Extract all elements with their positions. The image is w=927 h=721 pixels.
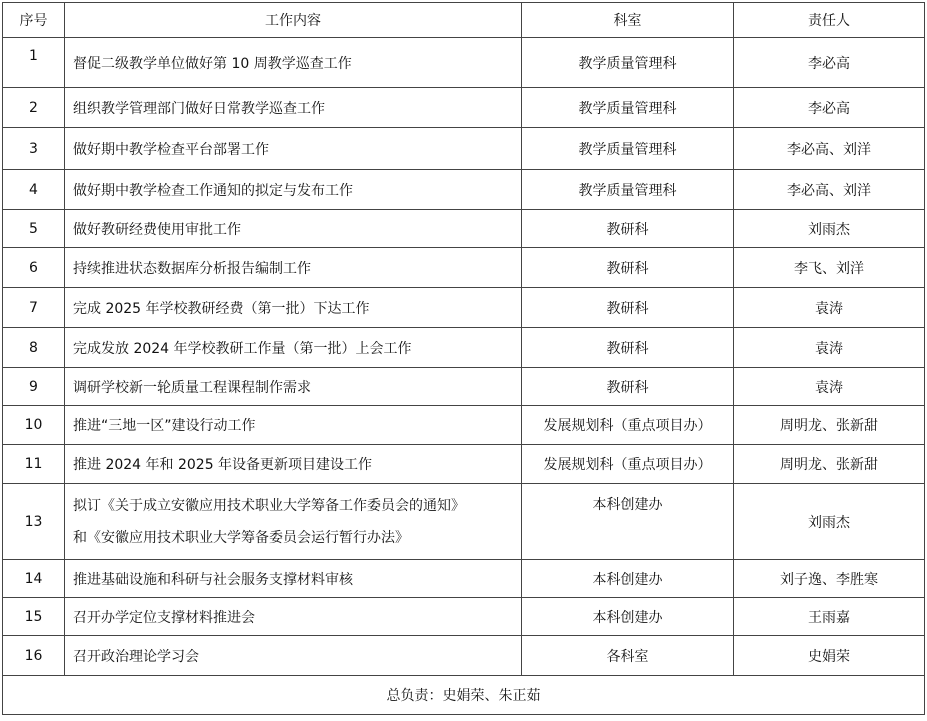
row-no: 9 [3,368,65,406]
work-plan-table [2,2,925,715]
row-content: 持续推进状态数据库分析报告编制工作 [65,248,522,288]
table-row [3,328,925,368]
table-row [3,38,925,88]
row-content: 推进 2024 年和 2025 年设备更新项目建设工作 [65,445,522,484]
row-content: 召开政治理论学习会 [65,636,522,676]
table-row [3,368,925,406]
header-dept: 科室 [522,3,734,38]
row-owner: 袁涛 [734,328,925,368]
row-owner: 袁涛 [734,368,925,406]
row-owner: 史娟荣 [734,636,925,676]
row-owner: 王雨嘉 [734,598,925,636]
row-dept: 发展规划科（重点项目办） [522,406,734,445]
row-dept: 教学质量管理科 [522,88,734,128]
row-dept: 本科创建办 [522,598,734,636]
row-no: 3 [3,128,65,170]
row-no: 16 [3,636,65,676]
table-header-row [3,3,925,38]
row-dept: 教学质量管理科 [522,170,734,210]
table-footer-row [3,676,925,715]
row-content: 完成 2025 年学校教研经费（第一批）下达工作 [65,288,522,328]
row-dept: 各科室 [522,636,734,676]
row-owner: 周明龙、张新甜 [734,406,925,445]
row-content: 调研学校新一轮质量工程课程制作需求 [65,368,522,406]
table-row [3,445,925,484]
row-content: 完成发放 2024 年学校教研工作量（第一批）上会工作 [65,328,522,368]
row-content: 做好期中教学检查工作通知的拟定与发布工作 [65,170,522,210]
row-no: 5 [3,210,65,248]
table-row [3,210,925,248]
row-dept: 教学质量管理科 [522,128,734,170]
table-row [3,484,925,560]
row-dept: 本科创建办 [522,484,734,560]
row-no: 8 [3,328,65,368]
row-owner: 袁涛 [734,288,925,328]
table-row [3,88,925,128]
row-no: 4 [3,170,65,210]
row-content: 做好期中教学检查平台部署工作 [65,128,522,170]
table-row [3,560,925,598]
row-content: 推进基础设施和科研与社会服务支撑材料审核 [65,560,522,598]
row-owner: 李必高、刘洋 [734,128,925,170]
row-dept: 教研科 [522,288,734,328]
row-no: 1 [3,38,65,88]
table-row [3,248,925,288]
row-no: 7 [3,288,65,328]
table-row [3,406,925,445]
table-row [3,598,925,636]
row-dept: 发展规划科（重点项目办） [522,445,734,484]
row-content: 组织教学管理部门做好日常教学巡查工作 [65,88,522,128]
row-content: 做好教研经费使用审批工作 [65,210,522,248]
row-owner: 李必高、刘洋 [734,170,925,210]
row-owner: 刘雨杰 [734,484,925,560]
row-dept: 教研科 [522,328,734,368]
row-no: 2 [3,88,65,128]
row-owner: 周明龙、张新甜 [734,445,925,484]
row-no: 13 [3,484,65,560]
row-no: 15 [3,598,65,636]
header-content: 工作内容 [65,3,522,38]
row-content: 召开办学定位支撑材料推进会 [65,598,522,636]
row-content-line: 拟订《关于成立安徽应用技术职业大学筹备工作委员会的通知》 [73,497,465,514]
row-content-line: 和《安徽应用技术职业大学筹备委员会运行暂行办法》 [73,529,409,546]
row-no: 11 [3,445,65,484]
overall-responsible: 总负责：史娟荣、朱正茹 [3,676,925,715]
row-dept: 本科创建办 [522,560,734,598]
row-dept: 教研科 [522,368,734,406]
row-content: 推进“三地一区”建设行动工作 [65,406,522,445]
table-row [3,288,925,328]
table-row [3,636,925,676]
row-owner: 李飞、刘洋 [734,248,925,288]
row-owner: 李必高 [734,38,925,88]
row-owner: 刘子逸、李胜寒 [734,560,925,598]
row-owner: 李必高 [734,88,925,128]
row-dept: 教研科 [522,210,734,248]
row-no: 10 [3,406,65,445]
header-no: 序号 [3,3,65,38]
row-no: 14 [3,560,65,598]
table-row [3,170,925,210]
row-content [65,484,522,560]
row-dept: 教研科 [522,248,734,288]
row-dept: 教学质量管理科 [522,38,734,88]
row-owner: 刘雨杰 [734,210,925,248]
table-row [3,128,925,170]
header-owner: 责任人 [734,3,925,38]
row-no: 6 [3,248,65,288]
row-content: 督促二级教学单位做好第 10 周教学巡查工作 [65,38,522,88]
